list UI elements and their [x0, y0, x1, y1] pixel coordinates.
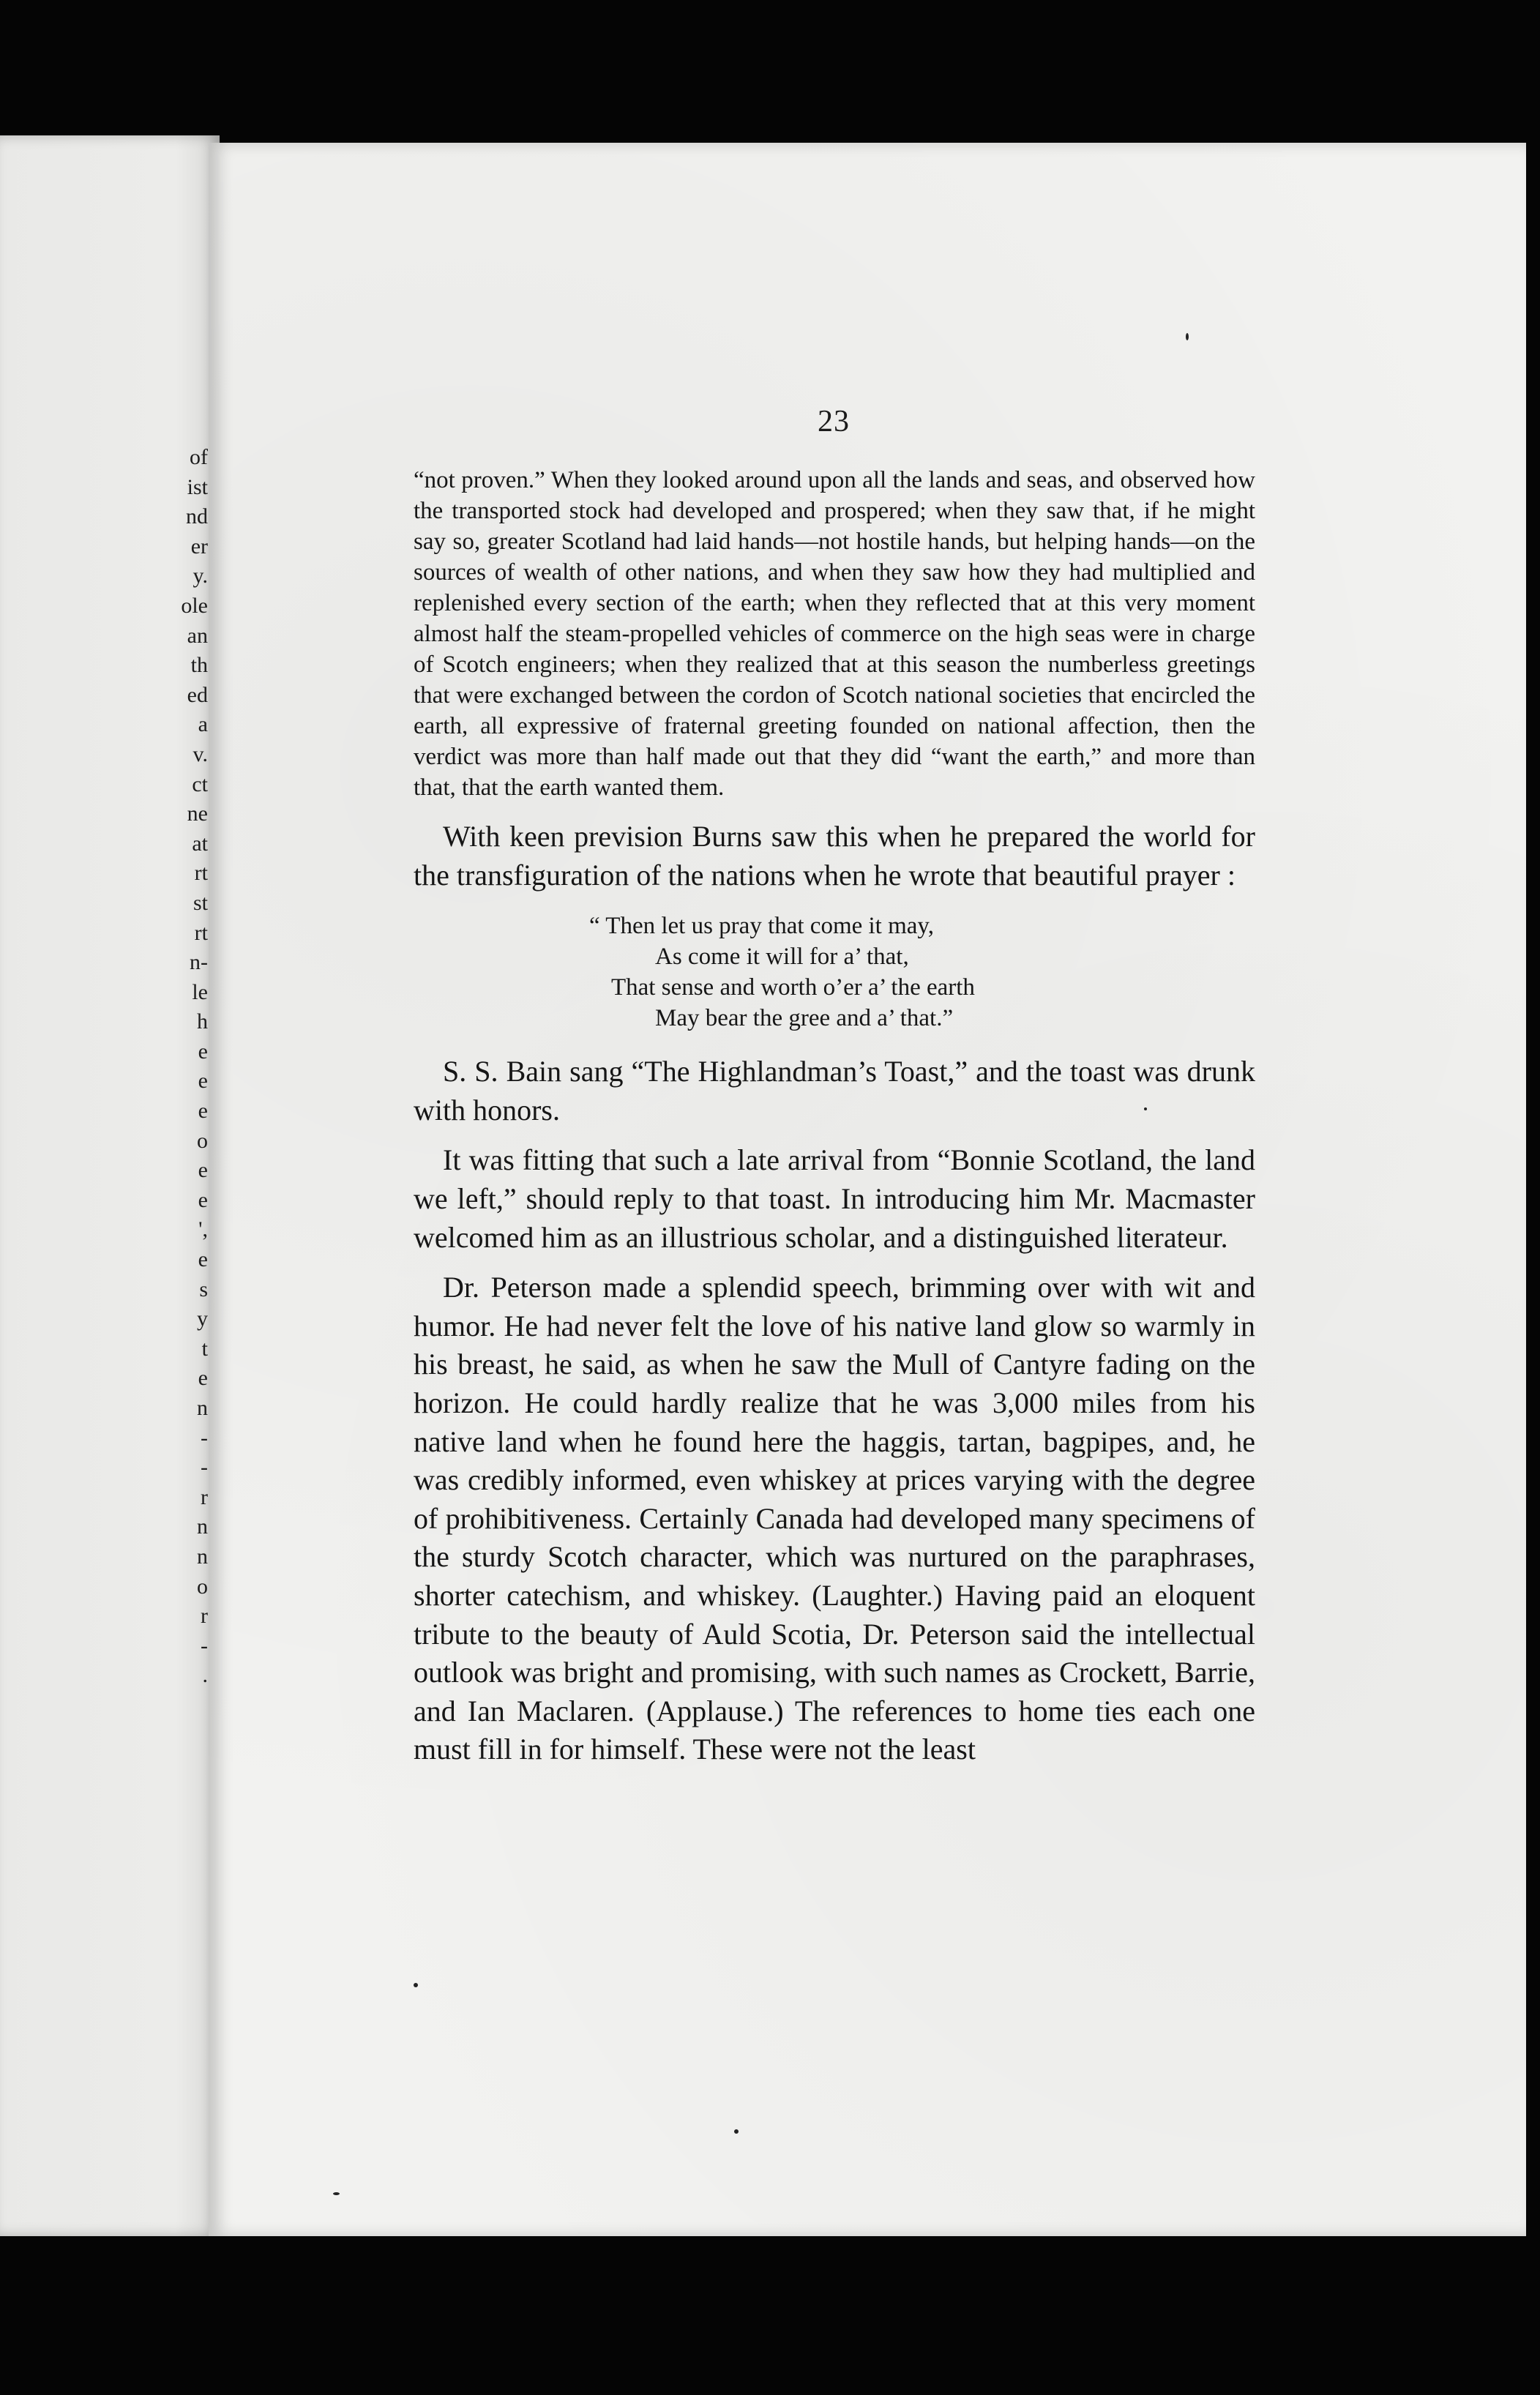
print-speck: [414, 1983, 418, 1987]
left-page-word-fragment: v.: [192, 741, 208, 766]
verse-quotation: [414, 911, 1255, 1034]
left-page-word-fragment: ct: [192, 771, 208, 796]
left-page-word-fragment: h: [197, 1009, 208, 1034]
left-page-word-fragment: at: [192, 831, 208, 856]
left-page-word-fragment: ne: [187, 802, 208, 826]
left-page-word-fragment: e: [198, 1099, 208, 1124]
left-page-word-fragment: r: [201, 1604, 208, 1629]
left-page-word-fragment: a: [198, 712, 208, 737]
left-page-word-fragment: e: [198, 1069, 208, 1094]
left-page-word-fragment: -: [201, 1633, 208, 1658]
left-page-word-fragment: ist: [187, 474, 208, 499]
left-page-word-fragment: rt: [194, 861, 208, 886]
left-page-word-fragment: of: [190, 445, 208, 469]
left-page-word-fragment: -: [201, 1455, 208, 1480]
verse-line: That sense and worth o’er a’ the earth: [611, 974, 975, 1001]
left-page-word-fragment: n: [197, 1544, 208, 1569]
paragraph-fitting-reply: It was fitting that such a late arrival from “Bonnie Scotland, the land we left,” should reply to that toast. In introducing him Mr. Macmaster welcomed him as an illustrious scholar, and a distinguished literateur.: [414, 1143, 1255, 1254]
print-speck: [333, 2192, 340, 2195]
left-page-word-fragment: e: [198, 1247, 208, 1272]
left-page-word-fragment: ole: [181, 593, 208, 618]
verse-line: As come it will for a’ that,: [655, 944, 909, 971]
verse-line: “ Then let us pray that come it may,: [589, 913, 935, 940]
left-page-word-fragment: o: [197, 1574, 208, 1599]
left-page-word-fragment: n: [197, 1396, 208, 1420]
left-page-word-fragment: .: [202, 1663, 208, 1688]
left-page-word-fragment: rt: [194, 920, 208, 945]
left-page-word-fragment: ',: [198, 1217, 208, 1242]
left-page-word-fragment: e: [198, 1039, 208, 1064]
left-page-word-fragment: s: [199, 1277, 208, 1301]
page-body: [414, 465, 1255, 1781]
left-page-word-fragment: t: [201, 1336, 208, 1361]
left-page-word-fragment: e: [198, 1158, 208, 1183]
left-page-word-fragment: n: [197, 1514, 208, 1539]
left-page-word-fragment: o: [197, 1128, 208, 1153]
paragraph-burns-prevision: With keen prevision Burns saw this when he prepared the world for the transfiguration of the nations when he wrote that beautiful prayer :: [414, 820, 1255, 892]
paragraph-bain-toast: S. S. Bain sang “The Highlandman’s Toast,” and the toast was drunk with honors.: [414, 1055, 1255, 1126]
left-page-word-fragment: st: [192, 890, 208, 915]
left-page-word-fragment: r: [201, 1484, 208, 1509]
left-page-word-fragment: an: [187, 623, 208, 648]
left-page-word-fragment: e: [198, 1187, 208, 1212]
left-page-word-fragment: n-: [190, 950, 208, 975]
left-page-word-fragment: le: [192, 979, 208, 1004]
left-page-text-column: [181, 443, 208, 1691]
verse-line: May bear the gree and a’ that.”: [655, 1005, 954, 1032]
paragraph-not-proven: “not proven.” When they looked around upon all the lands and seas, and observed how the transported stock had developed and prospered; when they saw that, if he might say so, greater Scotland had laid hands—not hostile hands, but helping hands—on the sources of wealth of other nations, and when they saw how they had multiplied and replenished every section of the earth; when they reflected that at this very moment almost half the steam-propelled vehicles of commerce on the high seas were in charge of Scotch engineers; when they realized that at this season the numberless greetings that were exchanged between the cordon of Scotch national societies that encircled the earth, all expressive of fraternal greeting founded on national affection, then the verdict was more than half made out that they did “want the earth,” and more than that, that the earth wanted them.: [414, 467, 1255, 801]
left-page-word-fragment: e: [198, 1366, 208, 1391]
left-page-word-fragment: y: [197, 1307, 208, 1331]
left-page-word-fragment: ed: [187, 682, 208, 707]
left-page-word-fragment: y.: [192, 564, 208, 589]
print-speck: [1186, 333, 1189, 340]
left-page-word-fragment: th: [190, 653, 208, 678]
left-page-fragment: [0, 135, 220, 2236]
left-page-word-fragment: nd: [186, 504, 208, 529]
page-number: 23: [818, 405, 850, 438]
left-page-word-fragment: -: [201, 1425, 208, 1450]
left-page-word-fragment: er: [190, 534, 208, 558]
print-speck: [734, 2129, 739, 2134]
paragraph-peterson-speech: Dr. Peterson made a splendid speech, brimming over with wit and humor. He had never felt the love of his native land glow so warmly in his breast, he said, as when he saw the Mull of Cantyre fading on the horizon. He could hardly realize that he was 3,000 miles from his native land when he found here the haggis, tartan, bagpipes, and, he was credibly informed, even whiskey at prices varying with the degree of prohibitiveness. Certainly Canada had developed many specimens of the sturdy Scotch character, which was nurtured on the paraphrases, shorter catechism, and whiskey. (Laughter.) Having paid an eloquent tribute to the beauty of Auld Scotia, Dr. Peterson said the intellectual outlook was bright and promising, with such names as Crockett, Barrie, and Ian Maclaren. (Applause.) The references to home ties each one must fill in for himself. These were not the least: [414, 1271, 1255, 1766]
